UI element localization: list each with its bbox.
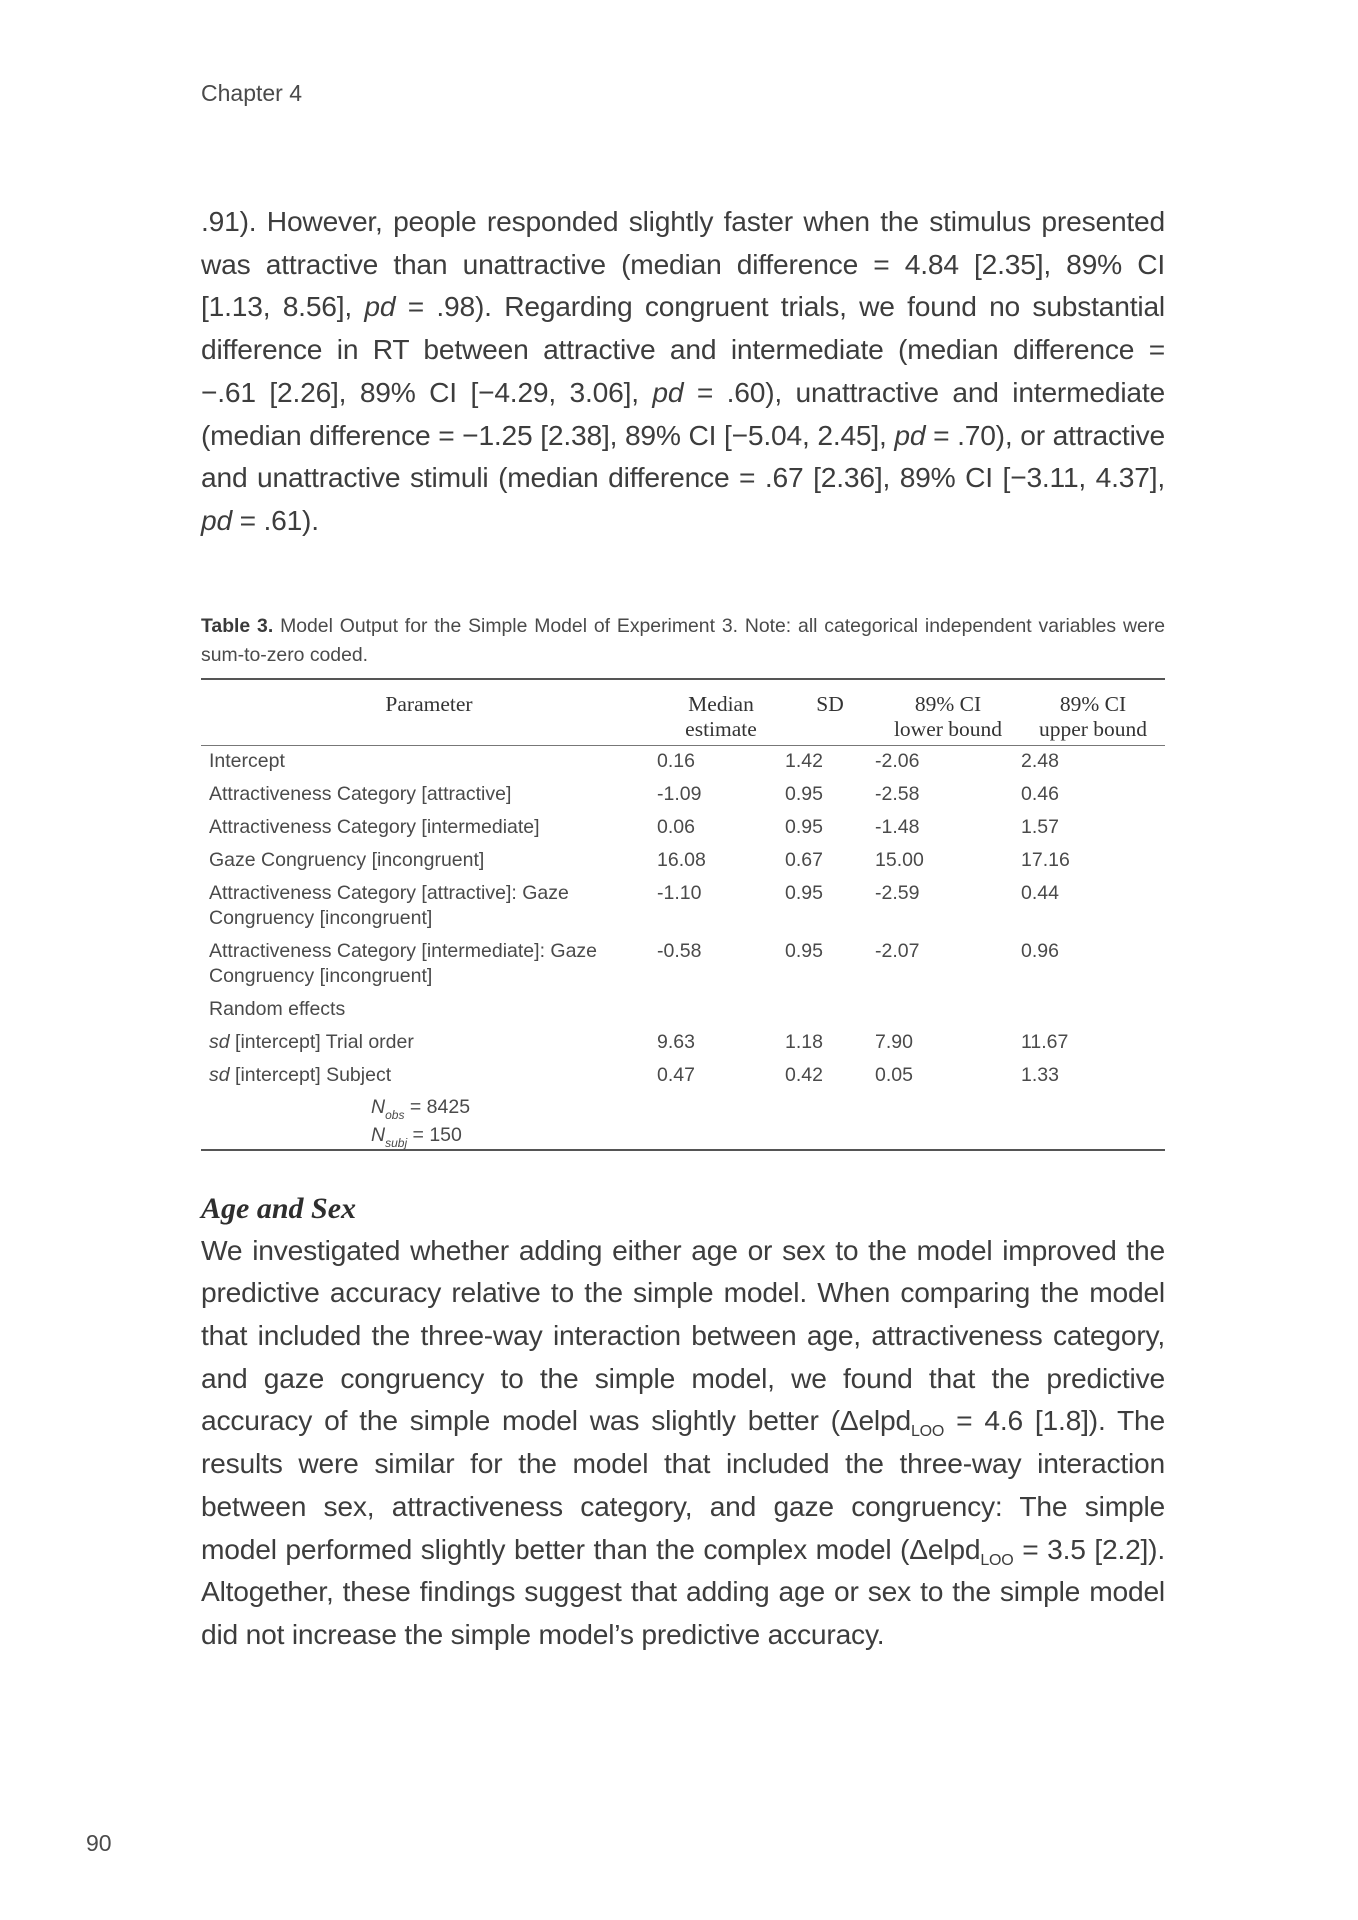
cell-sd: 0.95 xyxy=(785,815,823,838)
cell-median: 9.63 xyxy=(657,1030,695,1053)
model-output-table xyxy=(201,678,1165,1151)
table-row xyxy=(201,936,1165,994)
cell-ci-upper: 0.44 xyxy=(1021,881,1059,904)
page-content xyxy=(201,200,1165,1656)
cell-sd: 0.67 xyxy=(785,848,823,871)
table-row xyxy=(201,1027,1165,1060)
cell-median: 0.16 xyxy=(657,749,695,772)
cell-sd: 0.95 xyxy=(785,939,823,962)
cell-sd: 0.95 xyxy=(785,782,823,805)
paragraph-age-sex: We investigated whether adding either age or sex to the model improved the predictive accuracy relative to the simple model. When comparing the model that included the three-way interaction between age, attractiveness category, and gaze congruency to the simple model, we found that the predictive accuracy of the simple model was slightly better (Δelpd$_{LOO}$ = 4.6 [1.8]). The results were similar for the model that included the three-way interaction between sex, attractiveness category, and gaze congruency: The simple model performed slightly better than the complex model (Δelpd$_{LOO}$ = 3.5 [2.2]). Altogether, these findings suggest that adding age or sex to the simple model did not increase the simple model’s predictive accuracy. xyxy=(201,1233,1166,1650)
cell-parameter: sd [intercept] Trial order xyxy=(209,1030,414,1053)
cell-median: 16.08 xyxy=(657,848,706,871)
table-header-row xyxy=(201,679,1165,746)
cell-sd: 1.42 xyxy=(785,749,823,772)
header-ci-upper: 89% CI upper bound xyxy=(1021,679,1165,746)
table-row-n-obs xyxy=(201,1093,1165,1121)
table-row xyxy=(201,878,1165,936)
cell-ci-lower: -2.59 xyxy=(875,881,920,904)
table-row xyxy=(201,845,1165,878)
cell-parameter: Attractiveness Category [intermediate]: Gaze Congruency [incongruent] xyxy=(209,939,598,987)
running-head: Chapter 4 xyxy=(201,80,303,106)
cell-parameter: Attractiveness Category [attractive] xyxy=(209,782,512,805)
cell-ci-upper: 11.67 xyxy=(1021,1030,1069,1053)
cell-sd: 0.42 xyxy=(785,1063,823,1086)
cell-ci-upper: 2.48 xyxy=(1021,749,1059,772)
cell-median: -0.58 xyxy=(657,939,702,962)
table-row-random-effects-label xyxy=(201,994,1165,1027)
cell-ci-upper: 0.46 xyxy=(1021,782,1059,805)
table-row xyxy=(201,745,1165,779)
table-row xyxy=(201,1060,1165,1093)
cell-ci-lower: 7.90 xyxy=(875,1030,913,1053)
cell-parameter: Attractiveness Category [intermediate] xyxy=(209,815,540,838)
cell-ci-upper: 0.96 xyxy=(1021,939,1059,962)
n-obs-label: $N_{obs} = 8425$ xyxy=(371,1095,471,1122)
cell-median: -1.10 xyxy=(657,881,702,904)
cell-ci-lower: 0.05 xyxy=(875,1063,913,1086)
cell-parameter: Attractiveness Category [attractive]: Gaze Congruency [incongruent] xyxy=(209,881,569,929)
page-number: 90 xyxy=(86,1830,112,1856)
paragraph-results: .91). However, people responded slightly faster when the stimulus presented was attractive than unattractive (median difference = 4.84 [2.35], 89% CI [1.13, 8.56], pd = .98). Regarding congruent trials, we found no substantial difference in RT between attractive and intermediate (median difference = −.61 [2.26], 89% CI [−4.29, 3.06], pd = .60), unattractive and intermediate (median difference = −1.25 [2.38], 89% CI [−5.04, 2.45], pd = .70), or attractive and unattractive stimuli (median difference = .67 [2.36], 89% CI [−3.11, 4.37], pd = .61). xyxy=(201,205,1165,536)
cell-median: -1.09 xyxy=(657,782,702,805)
header-median: Median estimate xyxy=(657,679,785,746)
cell-parameter: Gaze Congruency [incongruent] xyxy=(209,848,485,871)
cell-random-effects: Random effects xyxy=(209,997,346,1020)
cell-ci-upper: 1.33 xyxy=(1021,1063,1059,1086)
table-caption: Table 3. Model Output for the Simple Model of Experiment 3. Note: all categorical independent variables were sum-to-zero coded. xyxy=(201,614,1165,666)
table-row xyxy=(201,779,1165,812)
header-ci-lower: 89% CI lower bound xyxy=(875,679,1021,746)
cell-ci-lower: -2.07 xyxy=(875,939,920,962)
table-row-n-subj xyxy=(201,1121,1165,1150)
cell-median: 0.47 xyxy=(657,1063,695,1086)
n-subj-label: $N_{subj} = 150$ xyxy=(371,1123,462,1150)
cell-parameter: sd [intercept] Subject xyxy=(209,1063,392,1086)
header-sd: SD xyxy=(785,679,875,746)
cell-ci-upper: 17.16 xyxy=(1021,848,1070,871)
cell-sd: 0.95 xyxy=(785,881,823,904)
table-row xyxy=(201,812,1165,845)
cell-sd: 1.18 xyxy=(785,1030,823,1053)
header-parameter: Parameter xyxy=(201,679,657,746)
cell-ci-lower: -2.58 xyxy=(875,782,920,805)
cell-parameter: Intercept xyxy=(209,749,285,772)
section-heading: Age and Sex xyxy=(201,1191,357,1225)
cell-median: 0.06 xyxy=(657,815,695,838)
cell-ci-lower: 15.00 xyxy=(875,848,924,871)
cell-ci-lower: -2.06 xyxy=(875,749,920,772)
cell-ci-upper: 1.57 xyxy=(1021,815,1059,838)
cell-ci-lower: -1.48 xyxy=(875,815,920,838)
